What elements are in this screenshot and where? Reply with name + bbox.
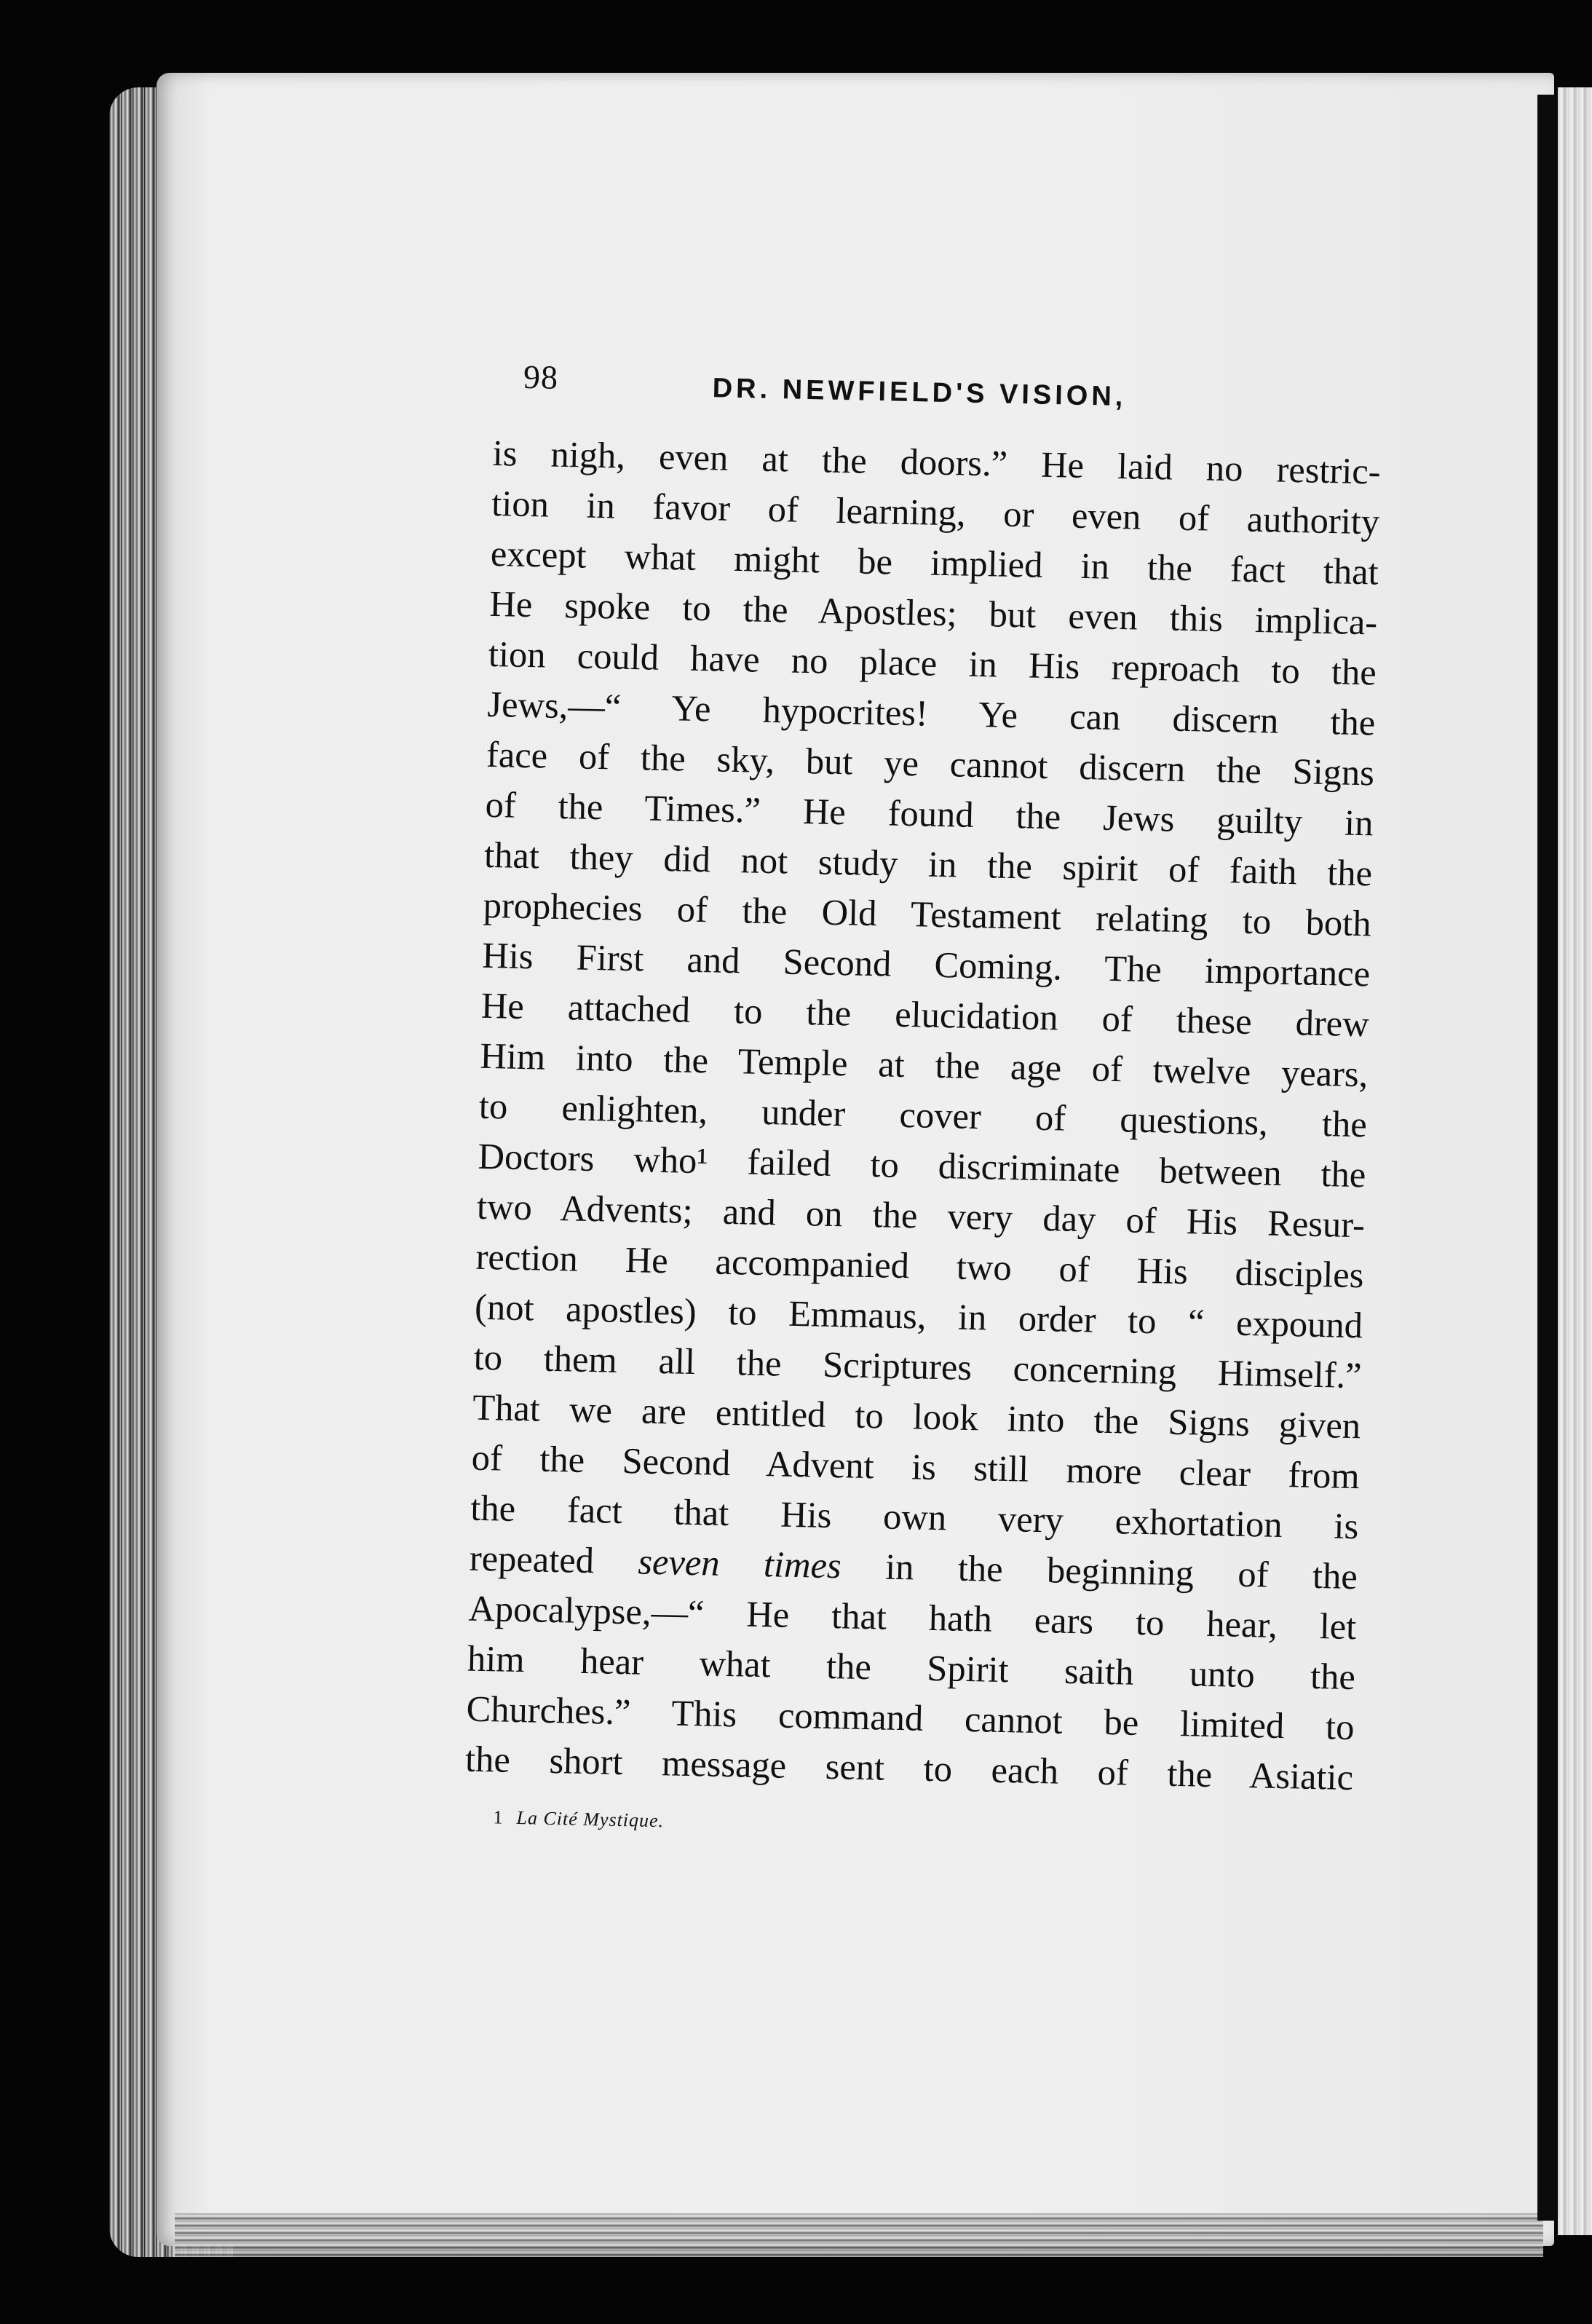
footnote-number: 1 bbox=[493, 1806, 504, 1828]
body-text bbox=[465, 428, 1396, 1803]
text-line: That we are entitled to look into the Signs given bbox=[472, 1386, 1361, 1447]
footnote-text: La Cité Mystique. bbox=[516, 1807, 665, 1832]
text-line: tion in favor of learning, or even of authority bbox=[491, 482, 1380, 542]
text-line: Him into the Temple at the age of twelve years, bbox=[479, 1035, 1369, 1095]
line-text-after: in the beginning of the bbox=[841, 1545, 1358, 1597]
text-line: to them all the Scriptures concerning Himself.” bbox=[473, 1336, 1363, 1396]
text-line: Doctors who¹ failed to discriminate between the bbox=[478, 1135, 1366, 1195]
text-line: (not apostles) to Emmaus, in order to “ expound bbox=[474, 1286, 1363, 1346]
text-line: him hear what the Spirit saith unto the bbox=[467, 1637, 1356, 1698]
page-number: 98 bbox=[523, 357, 559, 396]
text-line: the fact that His own very exhortation is bbox=[470, 1487, 1359, 1547]
text-line: His First and Second Coming. The importance bbox=[481, 934, 1371, 995]
text-line: Churches.” This command cannot be limited to bbox=[466, 1688, 1355, 1748]
page-text-block bbox=[464, 342, 1397, 1847]
text-line: of the Second Advent is still more clear from bbox=[471, 1436, 1361, 1497]
text-line: He spoke to the Apostles; but even this implica- bbox=[488, 582, 1378, 643]
text-line: face of the sky, but ye cannot discern the Signs bbox=[486, 733, 1375, 794]
running-head: DR. NEWFIELD'S VISION, bbox=[712, 373, 1127, 413]
text-line: the short message sent to each of the Asiatic bbox=[464, 1738, 1354, 1798]
text-line: of the Times.” He found the Jews guilty in bbox=[485, 783, 1374, 844]
text-line: is nigh, even at the doors.” He laid no restric- bbox=[492, 432, 1382, 492]
text-line: two Advents; and on the very day of His Resur- bbox=[476, 1185, 1366, 1246]
gutter-shadow bbox=[1537, 95, 1558, 2221]
text-line: Jews,—“ Ye hypocrites! Ye can discern the bbox=[487, 683, 1376, 743]
text-line: that they did not study in the spirit of faith the bbox=[483, 834, 1373, 894]
facing-page-edge bbox=[1558, 87, 1592, 2235]
text-line: prophecies of the Old Testament relating to both bbox=[483, 884, 1372, 944]
text-line: He attached to the elucidation of these drew bbox=[480, 984, 1370, 1045]
text-line: except what might be implied in the fact that bbox=[490, 532, 1379, 593]
line-text-before: repeated bbox=[469, 1537, 639, 1582]
text-line: tion could have no place in His reproach to the bbox=[488, 633, 1377, 693]
bottom-page-edges bbox=[175, 2213, 1543, 2257]
italic-emphasis: seven times bbox=[637, 1541, 842, 1586]
text-line: Apocalypse,—“ He that hath ears to hear, let bbox=[467, 1587, 1357, 1648]
text-line: to enlighten, under cover of questions, the bbox=[478, 1085, 1368, 1145]
text-line: rection He accompanied two of His disciples bbox=[475, 1236, 1365, 1296]
